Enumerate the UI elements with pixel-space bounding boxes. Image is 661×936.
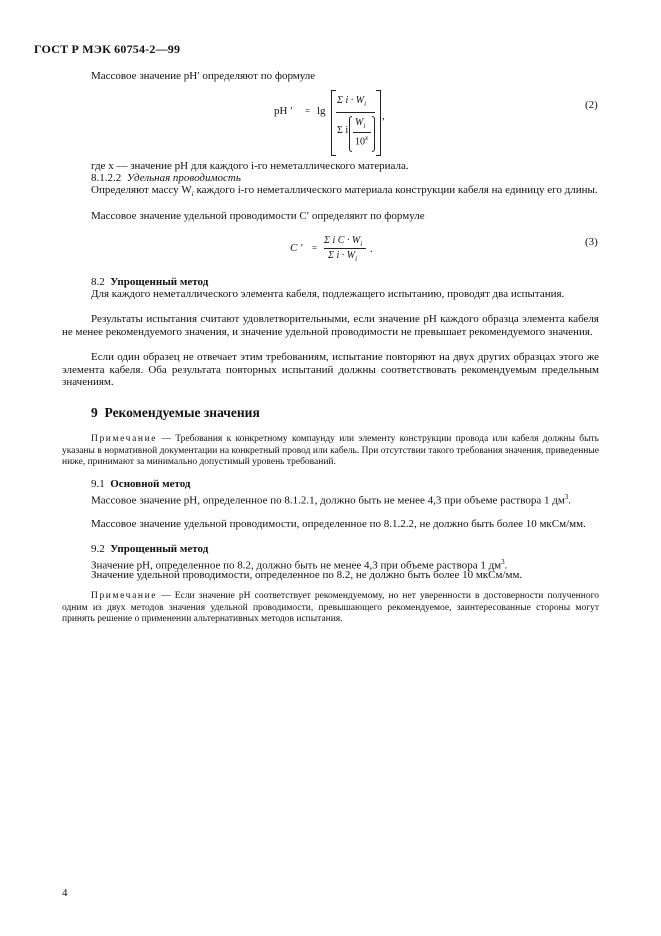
paragraph-9-2-2: Значение удельной проводимости, определенное по 8.2, не должно быть более 10 мкСм/мм. [91, 569, 523, 581]
formula2-inner-paren-left [349, 116, 352, 152]
subsection-8-1-2-2: 8.1.2.2 Удельная проводимость [91, 172, 241, 184]
note-2: Примечание — Если значение pH соответствует рекомендуемому, но нет уверенности в достоверности полученного одним из двух методов значения удельной проводимости, превышающего рекомендуемое, заинтересованные стороны могут принять решение о применении альтернативных методов испытания. [62, 591, 599, 624]
formula2-left-bracket [331, 90, 336, 156]
formula2-fraction-line [336, 112, 375, 113]
subsection-9-1: 9.1 Основной метод [91, 478, 191, 490]
subsection-8-2: 8.2 Упрощенный метод [91, 276, 209, 288]
formula2-right-bracket [376, 90, 381, 156]
formula3-fraction-line [324, 248, 366, 249]
formula2-comma: , [382, 110, 385, 122]
formula2-inner-paren-right [372, 116, 375, 152]
paragraph-9-1-1: Массовое значение pH, определенное по 8.1.2.1, должно быть не менее 4,3 при объеме раствора 1 $дм^3$. [91, 493, 572, 507]
formula3-lhs: C ′ [290, 242, 303, 254]
formula2-numerator: Σ $i \cdot W_i$ [337, 95, 367, 108]
paragraph-8-2-2: Результаты испытания считают удовлетворительными, если значение pH каждого образца элемента кабеля не менее рекомендуемого значения, и значение удельной проводимости не превышает рекомендуемого значения. [62, 313, 599, 338]
paragraph-8-2-3: Если один образец не отвечает этим требованиям, испытание повторяют на двух других образцах этого же элемента кабеля. Оба результата повторных испытаний должны соответствовать рекомендуемым предельным значениям. [62, 351, 599, 388]
page-number: 4 [62, 887, 68, 899]
formula2-lhs: pH ′ [274, 105, 293, 117]
formula2-den-W: $W_i$ [355, 117, 366, 130]
formula2-eq: = [305, 106, 311, 116]
subsection-9-2: 9.2 Упрощенный метод [91, 543, 209, 555]
formula2-denominator-sum: Σ i [337, 125, 349, 136]
formula3-numerator: Σ i $C \cdot W_i$ [324, 235, 363, 248]
paragraph-8-2-1: Для каждого неметаллического элемента кабеля, подлежащего испытанию, проводят два испытания. [91, 288, 565, 300]
document-header: ГОСТ Р МЭК 60754-2—99 [34, 42, 181, 56]
formula-2 [270, 90, 400, 158]
formula3-dot: . [370, 243, 373, 255]
formula2-den-10x: 10$^x$ [355, 134, 369, 148]
formula-3 [290, 234, 390, 266]
paragraph-where: где x — значение pH для каждого i-го неметаллического материала. [91, 160, 409, 172]
formula2-number: (2) [585, 99, 598, 111]
paragraph-9-1-2: Массовое значение удельной проводимости, определенное по 8.1.2.2, не должно быть более 10 мкСм/мм. [91, 518, 586, 530]
formula3-eq: = [312, 243, 318, 253]
paragraph-mass-ph: Массовое значение pH′ определяют по формуле [91, 70, 316, 82]
paragraph-9-2-1: Значение pH, определенное по 8.2, должно быть не менее 4,3 при объеме раствора 1 $дм^3$. [91, 558, 508, 572]
note-1: Примечание — Требования к конкретному компаунду или элементу конструкции провода или кабеля должны быть указаны в нормативной документации на конкретный провод или кабель. При отсутствии такого требования значения, приведенные ниже, принимают за минимально допустимый уровень требований. [62, 434, 599, 467]
section-9-heading: 9 Рекомендуемые значения [91, 405, 260, 420]
formula3-number: (3) [585, 236, 598, 248]
paragraph-conductivity-formula: Массовое значение удельной проводимости C′ определяют по формуле [91, 210, 425, 222]
formula2-inner-fraction-line [353, 132, 371, 133]
formula3-denominator: Σ $i \cdot W_i$ [328, 250, 358, 263]
formula2-lg: lg [317, 105, 326, 117]
paragraph-mass-W: Определяют массу $W_i$ каждого i-го неметаллического материала конструкции кабеля на единицу его длины. [91, 184, 598, 199]
